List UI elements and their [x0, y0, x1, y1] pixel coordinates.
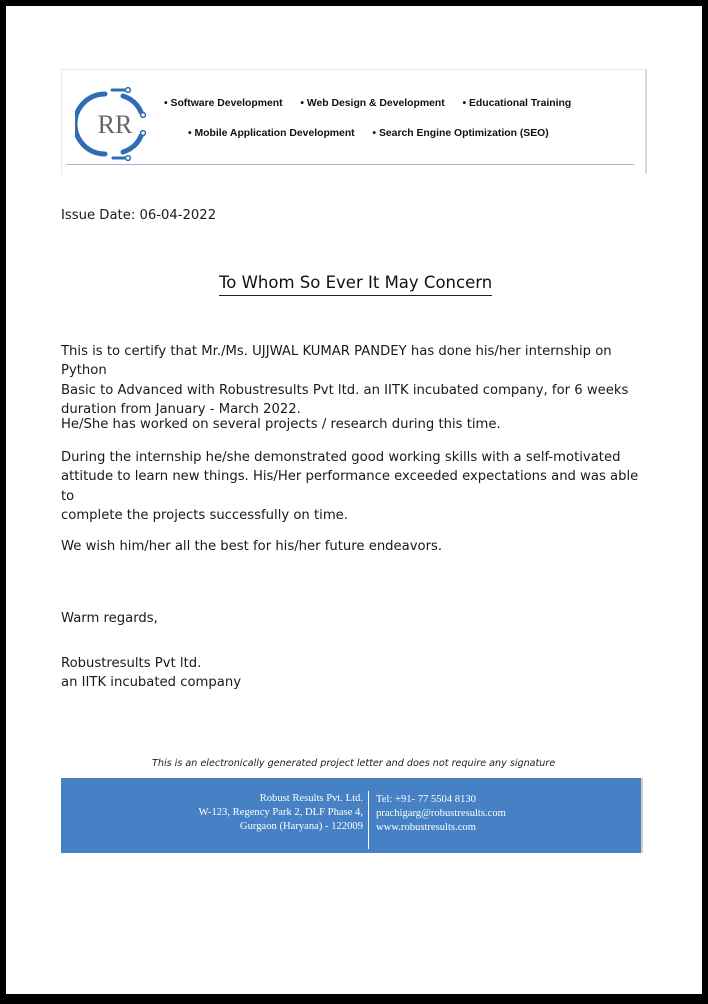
company-signoff [61, 654, 651, 693]
paragraph-line: attitude to learn new things. His/Her performance exceeded expectations and was able to [61, 469, 639, 504]
service-bullet: • [300, 98, 304, 109]
closing: Warm regards, [61, 611, 158, 626]
footer-company: Robust Results Pvt. Ltd. [259, 793, 363, 804]
paragraph-line: complete the projects successfully on time. [61, 508, 348, 524]
company-name: Robustresults Pvt ltd. [61, 656, 202, 671]
projects-paragraph: He/She has worked on several projects / research during this time. [61, 417, 501, 432]
paragraph-line: During the internship he/she demonstrated good working skills with a self-motivated [61, 450, 621, 465]
service-bullet: • [462, 98, 467, 109]
paragraph-line: This is to certify that Mr./Ms. UJJWAL KUMAR PANDEY has done his/her internship on Python [61, 344, 612, 379]
wishes-paragraph: We wish him/her all the best for his/her future endeavors. [61, 539, 443, 554]
services-row-2 [188, 128, 549, 139]
letter-title: To Whom So Ever It May Concern [219, 273, 492, 296]
footer-band [61, 778, 643, 853]
footer-city: Gurgaon (Haryana) - 122009 [239, 821, 363, 832]
footer-phone: Tel: +91- 77 5504 8130 [376, 794, 476, 805]
paragraph-line: Basic to Advanced with Robustresults Pvt ltd. an IITK incubated company, for 6 weeks [61, 382, 629, 398]
company-tagline: an IITK incubated company [61, 675, 242, 691]
certification-paragraph [61, 342, 651, 420]
service-educational-training: Educational Training [468, 98, 572, 109]
footer-street: W-123, Regency Park 2, DLF Phase 4, [198, 807, 363, 818]
service-bullet: • [188, 128, 192, 139]
service-bullet: • [164, 98, 168, 109]
signature-note: This is an electronically generated project letter and does not require any signature [152, 758, 556, 769]
service-seo: Search Engine Optimization (SEO) [378, 128, 549, 139]
rr-logo-icon [75, 84, 155, 164]
footer-email: prachigarg@robustresults.com [376, 808, 506, 819]
letter-page [6, 6, 702, 994]
service-bullet: • [372, 128, 377, 139]
footer-contact [376, 793, 506, 835]
services-row-1 [164, 98, 571, 109]
logo-text: RR [97, 110, 133, 139]
footer-address [199, 792, 363, 834]
issue-date: Issue Date: 06-04-2022 [61, 208, 217, 223]
performance-paragraph [61, 448, 651, 526]
service-software-development: Software Development [170, 98, 283, 109]
service-mobile-app-development: Mobile Application Development [194, 128, 355, 139]
paragraph-line: duration from January - March 2022. [61, 402, 301, 418]
letterhead-rule [66, 164, 634, 165]
footer-divider [368, 791, 369, 849]
service-web-design: Web Design & Development [306, 98, 445, 109]
footer-website: www.robustresults.com [376, 822, 476, 833]
